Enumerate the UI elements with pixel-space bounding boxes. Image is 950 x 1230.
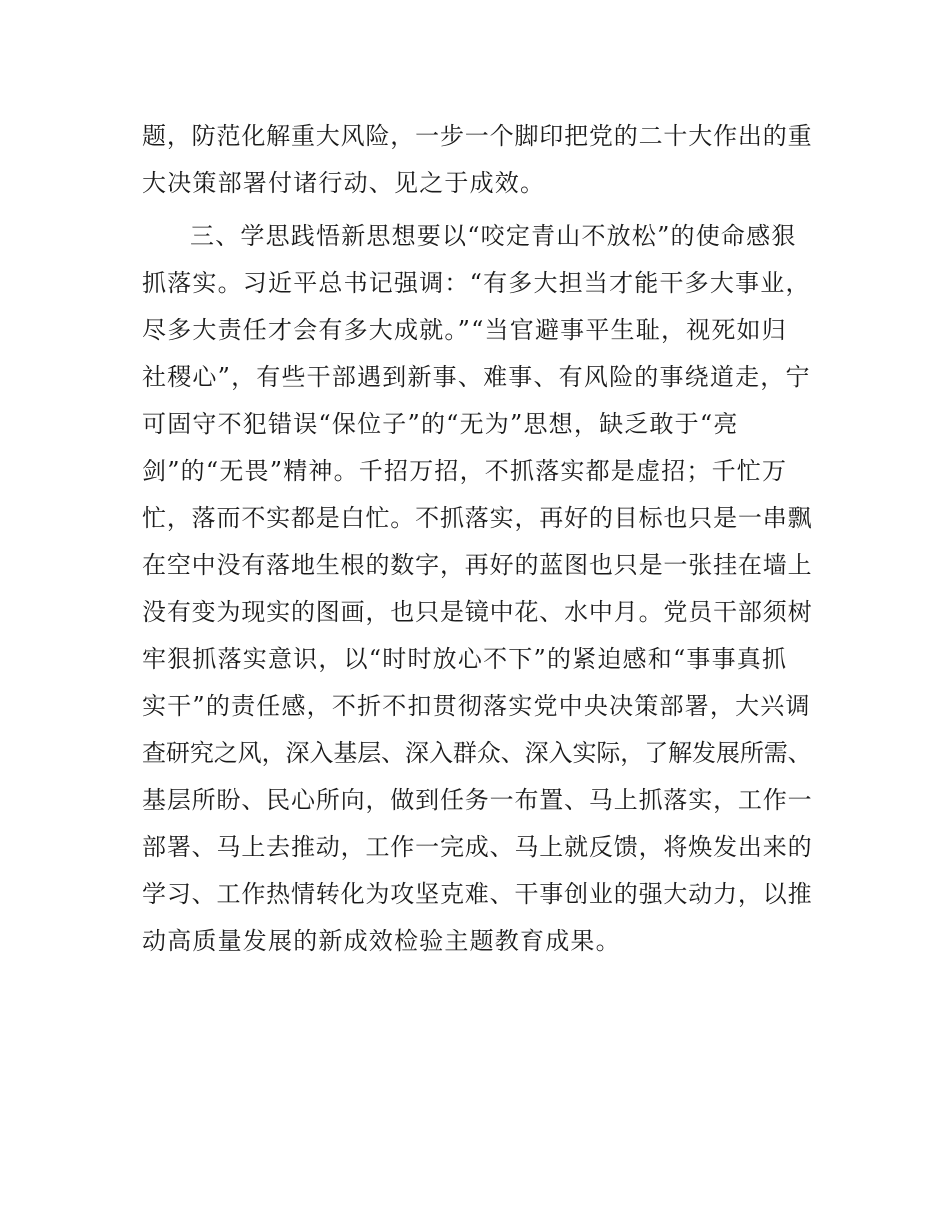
paragraph-start-line: 三、学思践悟新思想要以“咬定青山不放松”的使命感狠 bbox=[190, 222, 797, 250]
text-line: 在空中没有落地生根的数字，再好的蓝图也只是一张挂在墙上 bbox=[142, 551, 813, 579]
text-line: 社稷心”，有些干部遇到新事、难事、有风险的事绕道走，宁 bbox=[142, 363, 811, 391]
text-line: 剑”的“无畏”精神。千招万招，不抓落实都是虚招；千忙万 bbox=[142, 457, 788, 485]
text-line: 实干”的责任感，不折不扣贯彻落实党中央决策部署，大兴调 bbox=[142, 692, 811, 720]
text-line: 可固守不犯错误“保位子”的“无为”思想，缺乏敢于“亮 bbox=[142, 410, 739, 438]
text-line: 尽多大责任才会有多大成就。”“当官避事平生耻，视死如归 bbox=[142, 316, 787, 344]
text-line: 大决策部署付诸行动、见之于成效。 bbox=[142, 169, 546, 197]
text-line: 动高质量发展的新成效检验主题教育成果。 bbox=[142, 927, 621, 955]
text-line: 学习、工作热情转化为攻坚克难、干事创业的强大动力，以推 bbox=[142, 880, 813, 908]
text-line: 抓落实。习近平总书记强调：“有多大担当才能干多大事业， bbox=[142, 269, 811, 297]
text-line: 题，防范化解重大风险，一步一个脚印把党的二十大作出的重 bbox=[142, 122, 813, 150]
text-line: 牢狠抓落实意识，以“时时放心不下”的紧迫感和“事事真抓 bbox=[142, 645, 788, 673]
text-line: 没有变为现实的图画，也只是镜中花、水中月。党员干部须树 bbox=[142, 598, 813, 626]
text-line: 查研究之风，深入基层、深入群众、深入实际，了解发展所需、 bbox=[142, 739, 812, 767]
text-line: 部署、马上去推动，工作一完成、马上就反馈，将焕发出来的 bbox=[142, 833, 813, 861]
text-line: 忙，落而不实都是白忙。不抓落实，再好的目标也只是一串飘 bbox=[142, 504, 813, 532]
text-line: 基层所盼、民心所向，做到任务一布置、马上抓落实，工作一 bbox=[142, 786, 813, 814]
